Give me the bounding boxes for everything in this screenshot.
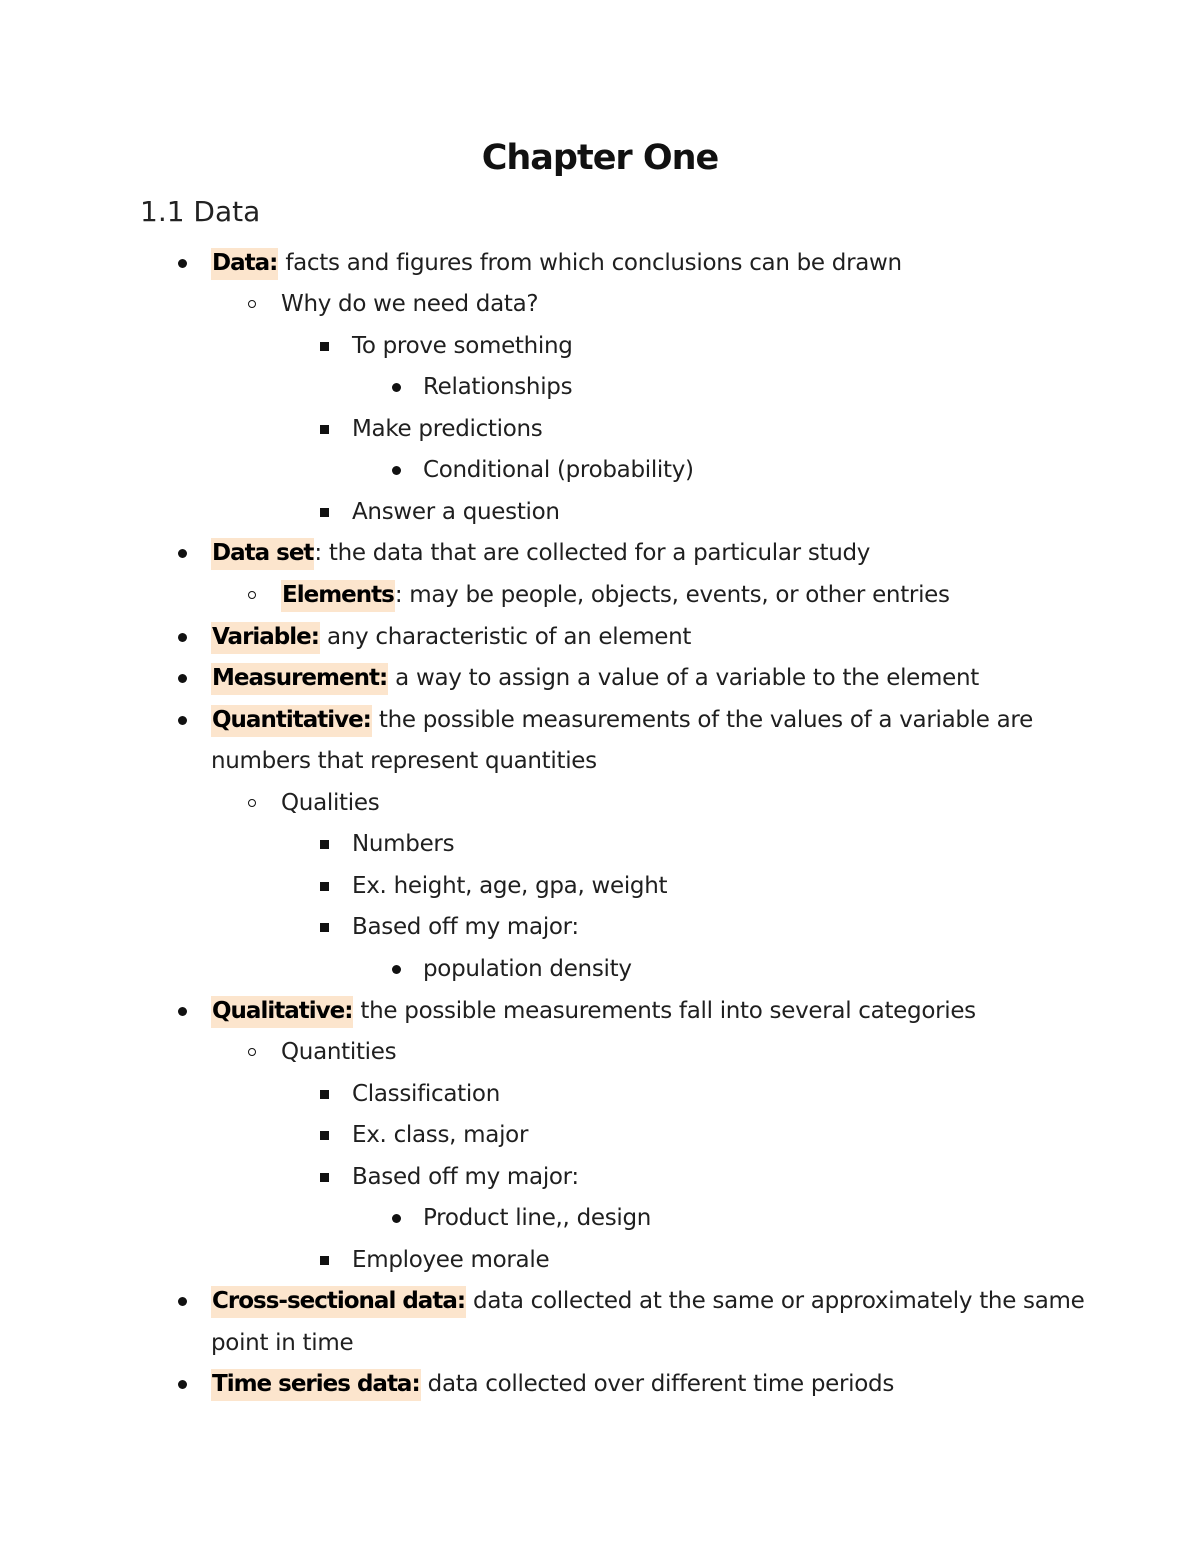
note-answer: Answer a question (352, 499, 560, 525)
disc-bullet-icon (178, 259, 187, 268)
disc-bullet-icon (178, 633, 187, 642)
note-variable (211, 620, 691, 654)
def-cross-sectional: data collected at the same or approximately the same (466, 1288, 1085, 1314)
disc-bullet-icon (392, 383, 401, 392)
def-time-series: data collected over different time periods (420, 1371, 895, 1397)
def-measurement: a way to assign a value of a variable to the element (388, 665, 979, 691)
disc-bullet-icon (392, 1214, 401, 1223)
note-prove: To prove something (352, 333, 573, 359)
note-ex-height: Ex. height, age, gpa, weight (352, 873, 668, 899)
circle-bullet-icon (248, 591, 256, 599)
def-qualitative: the possible measurements fall into several categories (353, 998, 976, 1024)
circle-bullet-icon (248, 1048, 256, 1056)
disc-bullet-icon (392, 965, 401, 974)
note-employee: Employee morale (352, 1247, 550, 1273)
page-title: Chapter One (481, 138, 719, 178)
square-bullet-icon (320, 923, 329, 932)
note-qualitative (211, 994, 976, 1028)
term-cross-sectional: Cross-sectional data: (211, 1286, 466, 1318)
section-heading: 1.1 Data (140, 195, 261, 228)
term-variable: Variable: (211, 622, 320, 654)
term-time-series: Time series data: (211, 1369, 421, 1401)
circle-bullet-icon (248, 799, 256, 807)
disc-bullet-icon (178, 1007, 187, 1016)
note-quantitative-cont: numbers that represent quantities (211, 748, 597, 774)
disc-bullet-icon (178, 674, 187, 683)
note-ex-class: Ex. class, major (352, 1122, 529, 1148)
note-quantitative (211, 703, 1033, 737)
def-quantitative: the possible measurements of the values of a variable are (371, 707, 1033, 733)
note-population: population density (423, 956, 632, 982)
note-elements (281, 578, 950, 612)
term-elements: Elements (281, 580, 395, 612)
note-conditional: Conditional (probability) (423, 457, 694, 483)
note-product-line: Product line,, design (423, 1205, 652, 1231)
term-quantitative: Quantitative: (211, 705, 372, 737)
square-bullet-icon (320, 342, 329, 351)
term-measurement: Measurement: (211, 663, 388, 695)
note-numbers: Numbers (352, 831, 455, 857)
square-bullet-icon (320, 425, 329, 434)
note-quantities: Quantities (281, 1039, 397, 1065)
note-classification: Classification (352, 1081, 500, 1107)
term-qualitative: Qualitative: (211, 996, 353, 1028)
square-bullet-icon (320, 1090, 329, 1099)
note-data (211, 246, 902, 280)
note-dataset (211, 536, 870, 570)
term-data: Data: (211, 248, 278, 280)
def-elements: : may be people, objects, events, or other entries (394, 582, 950, 608)
note-based-off-1: Based off my major: (352, 914, 579, 940)
note-predictions: Make predictions (352, 416, 543, 442)
note-cross-sectional (211, 1284, 1085, 1318)
disc-bullet-icon (178, 1380, 187, 1389)
def-dataset: : the data that are collected for a particular study (314, 540, 871, 566)
def-data: facts and figures from which conclusions can be drawn (278, 250, 902, 276)
disc-bullet-icon (178, 1297, 187, 1306)
disc-bullet-icon (392, 466, 401, 475)
square-bullet-icon (320, 882, 329, 891)
square-bullet-icon (320, 508, 329, 517)
note-qualities: Qualities (281, 790, 380, 816)
note-relationships: Relationships (423, 374, 573, 400)
circle-bullet-icon (248, 300, 256, 308)
square-bullet-icon (320, 1256, 329, 1265)
disc-bullet-icon (178, 716, 187, 725)
square-bullet-icon (320, 1131, 329, 1140)
def-variable: any characteristic of an element (319, 624, 692, 650)
square-bullet-icon (320, 1173, 329, 1182)
note-cross-sectional-cont: point in time (211, 1330, 354, 1356)
square-bullet-icon (320, 840, 329, 849)
note-measurement (211, 661, 979, 695)
note-why-data: Why do we need data? (281, 291, 539, 317)
disc-bullet-icon (178, 549, 187, 558)
note-based-off-2: Based off my major: (352, 1164, 579, 1190)
term-dataset: Data set (211, 538, 314, 570)
note-time-series (211, 1367, 894, 1401)
